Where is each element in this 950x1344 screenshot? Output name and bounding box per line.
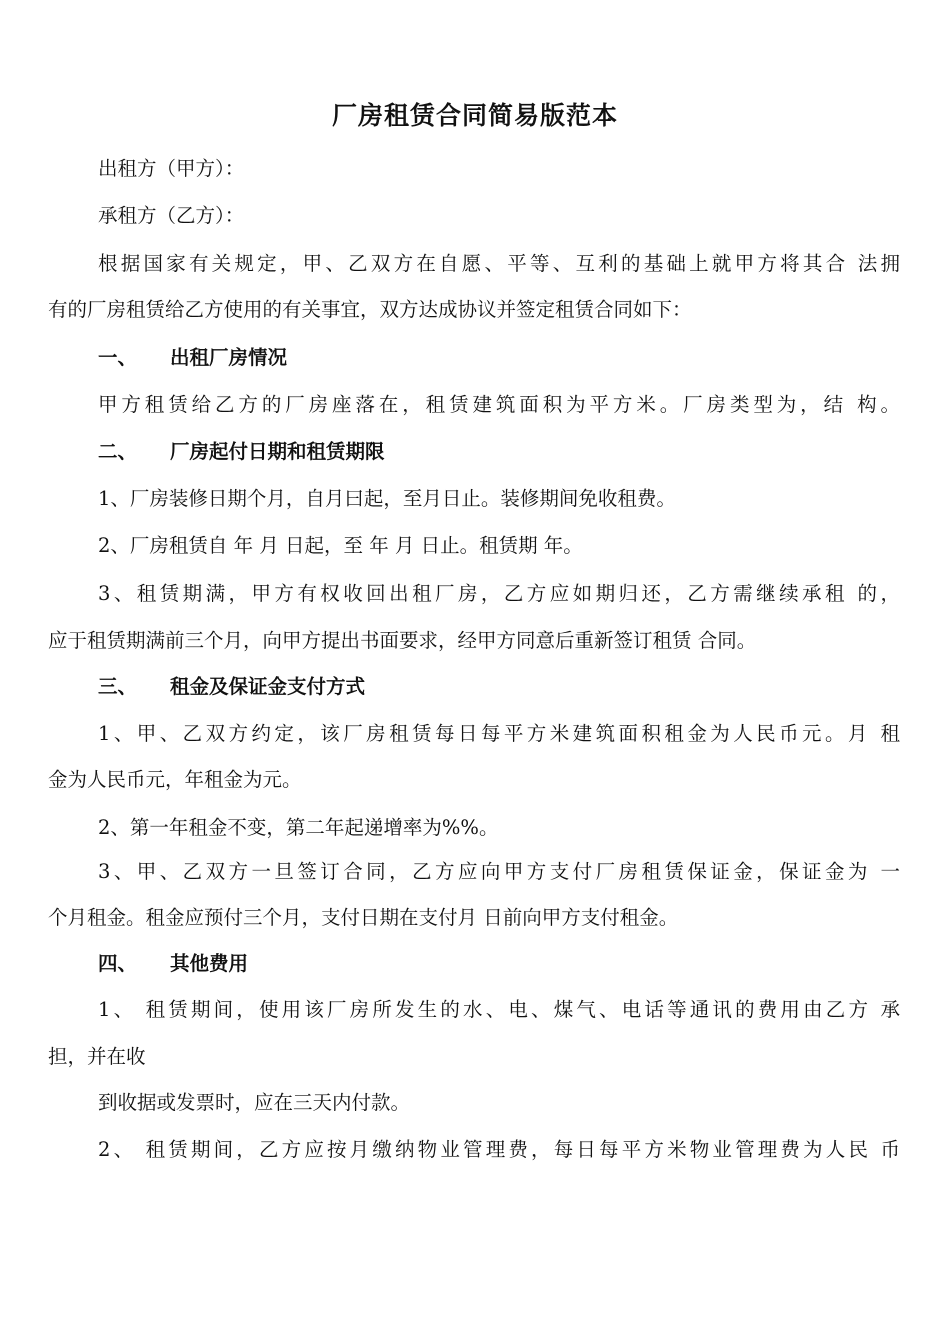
document-title: 厂房租赁合同简易版范本 — [331, 101, 618, 130]
section-3-title: 租金及保证金支付方式 — [170, 675, 366, 698]
section-4-heading — [98, 950, 248, 978]
section-2-heading — [98, 438, 385, 466]
section-3-para-3-line-1: 3、甲、乙双方一旦签订合同，乙方应向甲方支付厂房租赁保证金，保证金为 一 — [98, 860, 900, 883]
section-3-para-1-line-2: 金为人民币元，年租金为元。 — [48, 768, 302, 791]
section-3-para-3-line-2: 个月租金。租金应预付三个月，支付日期在支付月 日前向甲方支付租金。 — [48, 906, 679, 929]
section-2-para-3-line-2: 应于租赁期满前三个月，向甲方提出书面要求，经甲方同意后重新签订租赁 合同。 — [48, 629, 757, 652]
intro-line-1: 根据国家有关规定，甲、乙双方在自愿、平等、互利的基础上就甲方将其合 法拥 — [98, 252, 900, 275]
section-4-para-1-line-1: 1、 租赁期间，使用该厂房所发生的水、电、煤气、电话等通讯的费用由乙方 承 — [98, 998, 900, 1021]
section-2-para-1: 1、厂房装修日期个月，自月曰起，至月日止。装修期间免收租费。 — [98, 487, 676, 510]
section-2-para-2: 2、厂房租赁自 年 月 日起，至 年 月 日止。租赁期 年。 — [98, 534, 583, 557]
section-2-para-3-line-1: 3、租赁期满，甲方有权收回出租厂房，乙方应如期归还，乙方需继续承租 的， — [98, 582, 900, 605]
section-3-para-2: 2、第一年租金不变，第二年起递增率为%%。 — [98, 816, 499, 839]
section-3-number: 三、 — [98, 675, 138, 698]
section-1-heading — [98, 344, 287, 372]
section-3-heading — [98, 673, 365, 701]
lessor-line: 出租方（甲方）： — [98, 157, 245, 180]
section-4-para-2-line-1: 2、 租赁期间，乙方应按月缴纳物业管理费，每日每平方米物业管理费为人民 币 — [98, 1138, 900, 1161]
section-1-number: 一、 — [98, 346, 138, 369]
intro-line-2: 有的厂房租赁给乙方使用的有关事宜，双方达成协议并签定租赁合同如下： — [48, 298, 692, 321]
section-4-number: 四、 — [98, 952, 138, 975]
section-2-title: 厂房起付日期和租赁期限 — [170, 440, 385, 463]
section-3-para-1-line-1: 1、甲、乙双方约定，该厂房租赁每日每平方米建筑面积租金为人民币元。月 租 — [98, 722, 900, 745]
lessee-line: 承租方（乙方）： — [98, 204, 245, 227]
section-2-number: 二、 — [98, 440, 138, 463]
section-1-para-1: 甲方租赁给乙方的厂房座落在，租赁建筑面积为平方米。厂房类型为，结 构。 — [98, 393, 900, 416]
section-4-para-1-line-2: 担，并在收 — [48, 1045, 146, 1068]
section-1-title: 出租厂房情况 — [170, 346, 288, 369]
section-4-title: 其他费用 — [170, 952, 249, 975]
section-4-para-1-line-3: 到收据或发票时，应在三天内付款。 — [98, 1091, 411, 1114]
